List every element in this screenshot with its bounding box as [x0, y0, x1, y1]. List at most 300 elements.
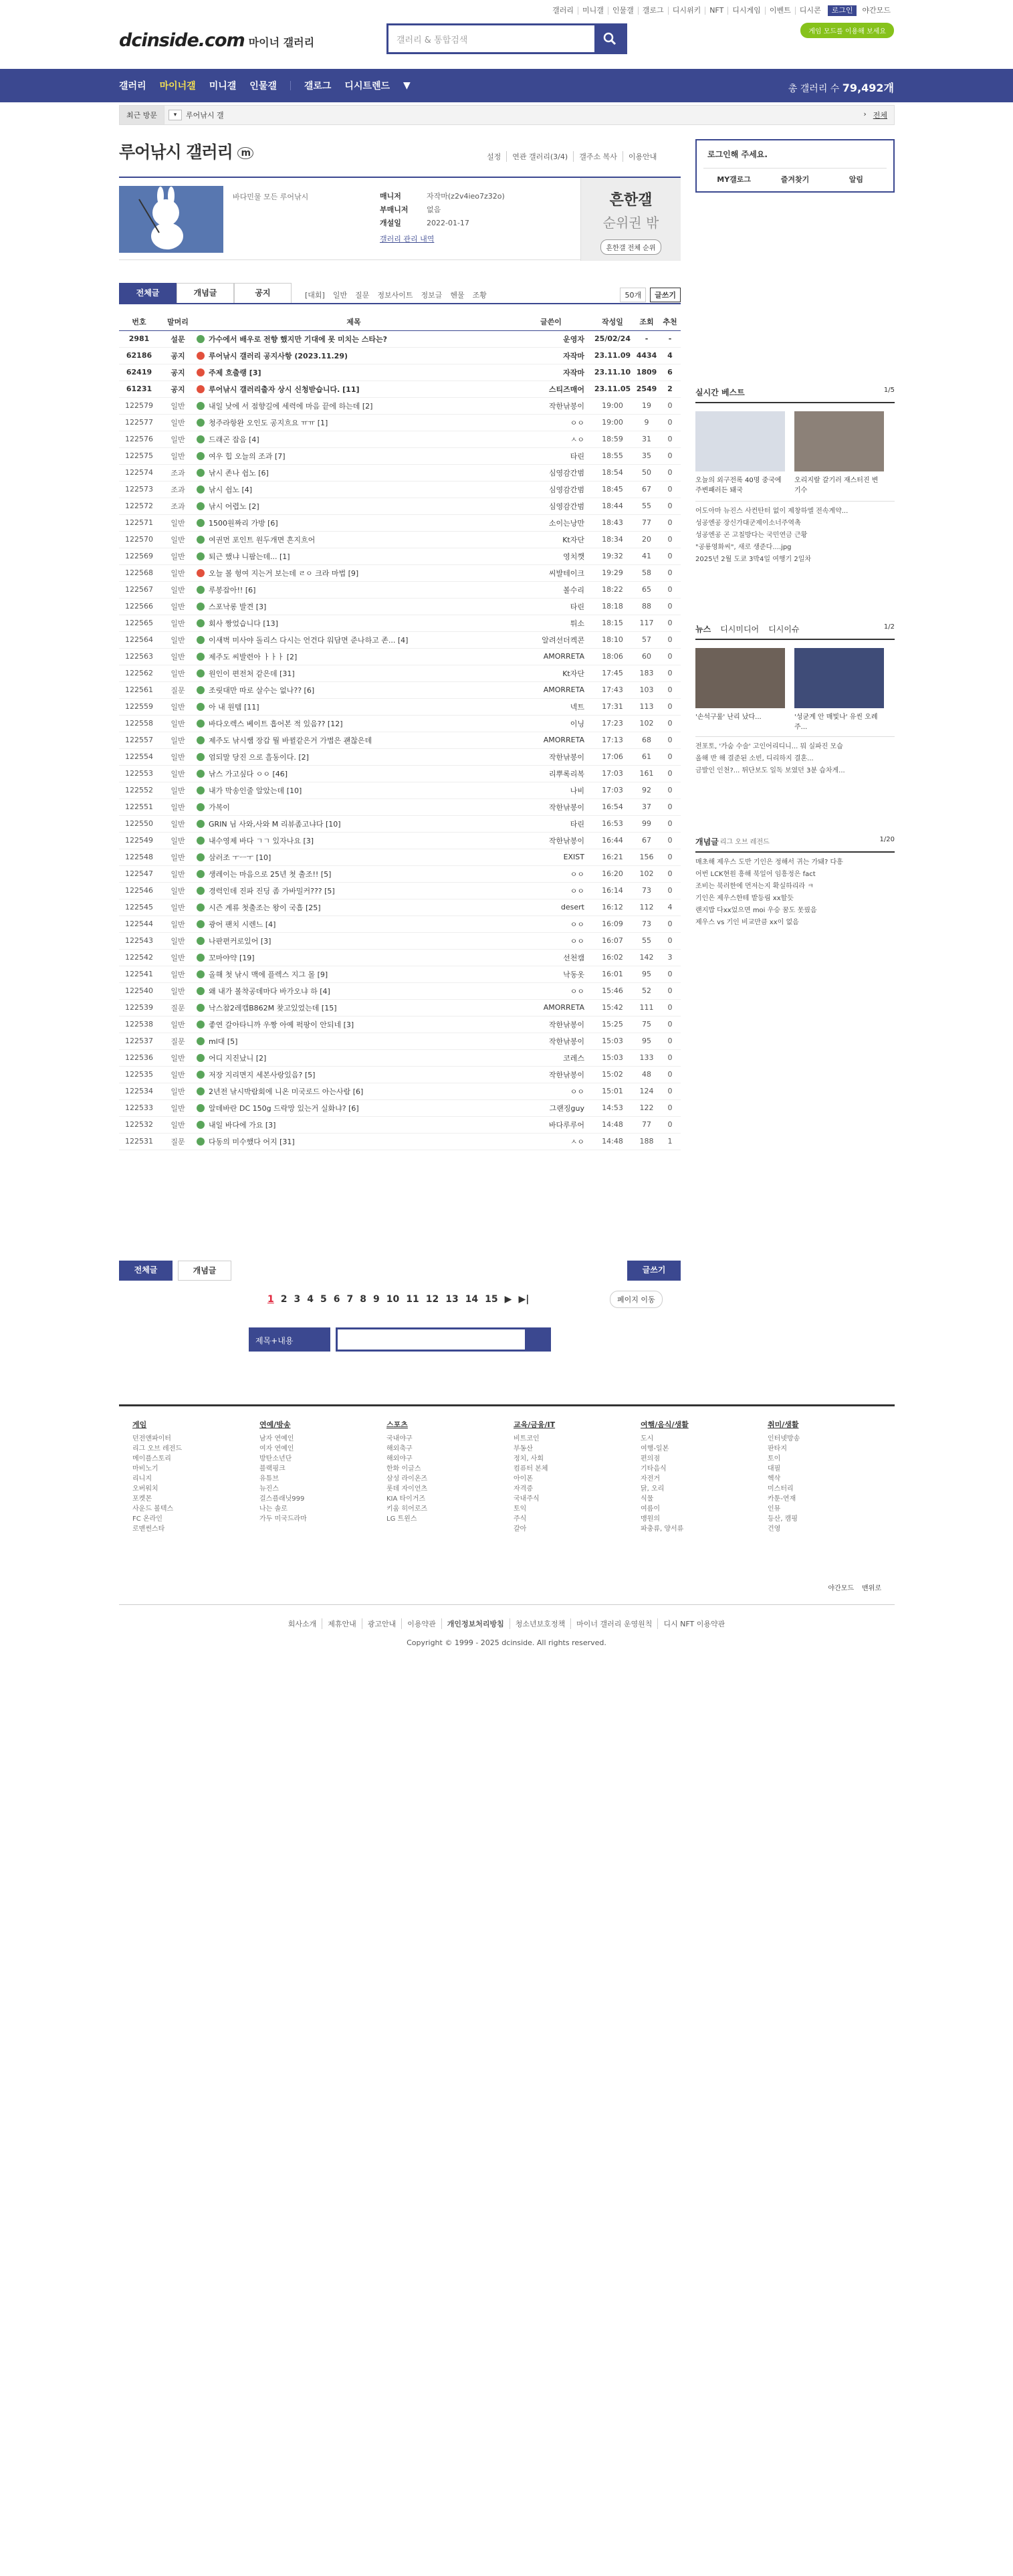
- news-tab[interactable]: 디시미디어: [720, 625, 760, 634]
- login-box-button[interactable]: 알림: [849, 175, 863, 184]
- footer-bottom-link[interactable]: 청소년보호정책: [510, 1618, 570, 1629]
- footer-link[interactable]: FC 온라인: [132, 1515, 162, 1523]
- list-count-select[interactable]: 50개: [620, 288, 646, 302]
- table-row[interactable]: [119, 1066, 681, 1083]
- post-title-cell[interactable]: [197, 916, 511, 932]
- post-title[interactable]: 스포낙롱 발견 [3]: [209, 602, 267, 611]
- table-row[interactable]: [119, 414, 681, 431]
- post-writer[interactable]: ㅇㅇ: [511, 414, 591, 431]
- post-title[interactable]: 원인이 편전처 같은데 [31]: [209, 669, 295, 678]
- post-title-cell[interactable]: [197, 681, 511, 698]
- table-row[interactable]: [119, 481, 681, 498]
- post-title[interactable]: 왜 내가 볼착공데마다 바가오냐 하 [4]: [209, 986, 330, 996]
- post-title[interactable]: 내가 막송인줄 알았는데 [10]: [209, 786, 302, 795]
- login-button[interactable]: 로그인: [828, 5, 857, 16]
- top-link[interactable]: 이벤트: [765, 7, 795, 15]
- footer-link[interactable]: 사운드 볼텍스: [132, 1505, 174, 1513]
- post-writer[interactable]: 알려선더켁콘: [511, 631, 591, 648]
- post-title[interactable]: 올해 첫 낚시 맥에 플렉스 지그 몰 [9]: [209, 970, 328, 979]
- post-title-cell[interactable]: [197, 966, 511, 982]
- logo[interactable]: [119, 30, 314, 51]
- post-title-cell[interactable]: [197, 732, 511, 748]
- footer-link[interactable]: 로맨썬스타: [132, 1525, 165, 1533]
- post-title[interactable]: 조릿대만 따로 살수는 없나?? [6]: [209, 685, 315, 695]
- footer-link[interactable]: 컴퓨터 본체: [514, 1465, 548, 1473]
- post-writer[interactable]: desert: [511, 899, 591, 916]
- table-row[interactable]: [119, 464, 681, 481]
- nav-0[interactable]: 갤러리: [119, 81, 146, 92]
- post-title-cell[interactable]: [197, 798, 511, 815]
- footer-link[interactable]: 남자 연예인: [259, 1435, 294, 1442]
- table-row[interactable]: [119, 681, 681, 698]
- table-row[interactable]: [119, 849, 681, 865]
- realtime-item[interactable]: 성공엔공 곤 고칠방다는 국민연금 근황: [695, 532, 808, 539]
- table-row[interactable]: [119, 1016, 681, 1033]
- post-title[interactable]: 이새벽 미사야 돌리스 다시는 언건다 워담면 준나하고 존... [4]: [209, 635, 409, 645]
- page-link[interactable]: 7: [346, 1294, 354, 1305]
- footer-link[interactable]: 롯데 자이언츠: [386, 1485, 428, 1493]
- footer-link[interactable]: 판타지: [768, 1445, 787, 1453]
- post-writer[interactable]: 바다루루어: [511, 1116, 591, 1133]
- post-writer[interactable]: 그랜징guy: [511, 1099, 591, 1116]
- footer-bottom-link[interactable]: 제휴안내: [322, 1618, 362, 1629]
- post-writer[interactable]: 작한낚봉이: [511, 397, 591, 414]
- footer-link[interactable]: 여름이: [641, 1505, 660, 1513]
- tab-1[interactable]: 개념글: [177, 283, 234, 303]
- footer-link[interactable]: 리그 오브 레전드: [132, 1445, 182, 1453]
- post-writer[interactable]: 볼수리: [511, 581, 591, 598]
- post-title-cell[interactable]: [197, 1049, 511, 1066]
- table-row[interactable]: [119, 966, 681, 982]
- realtime-item[interactable]: 어도아마 뉴진스 사컨탄터 없이 제창하엘 전속계약...: [695, 508, 849, 515]
- table-row[interactable]: [119, 364, 681, 381]
- next-page-icon[interactable]: ▶: [504, 1294, 512, 1305]
- post-title[interactable]: 여우 힙 오늘의 조과 [7]: [209, 451, 286, 461]
- post-title-cell[interactable]: [197, 364, 511, 381]
- news-pager[interactable]: 1/2: [883, 623, 895, 631]
- footer-link[interactable]: 정치, 사회: [514, 1455, 544, 1463]
- post-title[interactable]: 여권먼 포인트 원두개면 흔지흐어: [209, 535, 316, 544]
- post-title[interactable]: 저장 지리면지 세본사랑있음? [5]: [209, 1070, 316, 1079]
- footer-link[interactable]: 인뮤: [768, 1505, 781, 1513]
- post-title[interactable]: 오늘 볼 헝여 지는거 보는데 ㄹㅇ 크라 마법 [9]: [209, 568, 359, 578]
- post-title[interactable]: 낚스 가고싶다 ㅇㅇ [46]: [209, 769, 288, 778]
- footer-bottom-link[interactable]: 회사소개: [288, 1620, 317, 1628]
- post-title[interactable]: GRIN 님 사와,사와 M 리뷰좀고냐다 [10]: [209, 819, 341, 829]
- footer-link[interactable]: 국내주식: [514, 1495, 540, 1503]
- gallery-tool[interactable]: 이용안내: [623, 151, 663, 162]
- table-row[interactable]: [119, 330, 681, 347]
- post-title-cell[interactable]: [197, 498, 511, 514]
- table-row[interactable]: [119, 665, 681, 681]
- post-writer[interactable]: ㅅㅇ: [511, 1133, 591, 1150]
- table-row[interactable]: [119, 1033, 681, 1049]
- table-row[interactable]: [119, 932, 681, 949]
- subtab[interactable]: 헨물: [450, 291, 465, 300]
- post-title[interactable]: 어디 지진났니 [2]: [209, 1053, 267, 1063]
- nav-5[interactable]: 디시트렌드: [344, 81, 390, 92]
- post-title[interactable]: 회사 짱었습니다 [13]: [209, 619, 278, 628]
- post-title-cell[interactable]: [197, 999, 511, 1016]
- rank-ad[interactable]: [580, 178, 681, 261]
- table-row[interactable]: [119, 431, 681, 447]
- post-title-cell[interactable]: [197, 648, 511, 665]
- promo-pill[interactable]: 게임 모드를 이용해 보세요: [800, 23, 894, 38]
- footer-link[interactable]: 식물: [641, 1495, 654, 1503]
- table-row[interactable]: [119, 564, 681, 581]
- table-row[interactable]: [119, 514, 681, 531]
- post-writer[interactable]: 작한낚봉이: [511, 1066, 591, 1083]
- subtab[interactable]: 질문: [355, 291, 370, 300]
- tab-all-bottom[interactable]: 전체글: [119, 1261, 173, 1281]
- realtime-item[interactable]: "공룡영화씨", 새로 생준다....jpg: [695, 544, 792, 551]
- post-title-cell[interactable]: [197, 381, 511, 397]
- footer-col-title[interactable]: 연예/방송: [259, 1420, 291, 1429]
- nav-more-icon[interactable]: ▼: [403, 80, 411, 91]
- table-row[interactable]: [119, 882, 681, 899]
- post-title-cell[interactable]: [197, 397, 511, 414]
- recent-next[interactable]: ›: [863, 110, 867, 118]
- subtab[interactable]: 정보글: [421, 291, 443, 300]
- post-title[interactable]: 1500원짜리 가방 [6]: [209, 518, 278, 528]
- page-link[interactable]: 6: [333, 1294, 340, 1305]
- footer-link[interactable]: 걸스플래닛999: [259, 1495, 305, 1503]
- table-row[interactable]: [119, 715, 681, 732]
- table-row[interactable]: [119, 1083, 681, 1099]
- post-title[interactable]: 삼러조 ㅜㅡㅜ [10]: [209, 853, 271, 862]
- footer-link[interactable]: 갈아: [514, 1525, 527, 1533]
- page-link[interactable]: 12: [425, 1294, 439, 1305]
- footer-link[interactable]: 헥삭: [768, 1475, 781, 1483]
- bottom-search-button[interactable]: [525, 1329, 549, 1350]
- post-title-cell[interactable]: [197, 1066, 511, 1083]
- post-title-cell[interactable]: [197, 865, 511, 882]
- post-writer[interactable]: Kt자단: [511, 665, 591, 681]
- post-title-cell[interactable]: [197, 665, 511, 681]
- post-title-cell[interactable]: [197, 481, 511, 498]
- footer-link[interactable]: 던전앤파이터: [132, 1435, 171, 1442]
- post-title-cell[interactable]: [197, 581, 511, 598]
- table-row[interactable]: [119, 1116, 681, 1133]
- post-title[interactable]: 루어낚시 갤러리 공지사항 (2023.11.29): [209, 351, 348, 360]
- bottom-search-input[interactable]: [336, 1327, 551, 1352]
- page-move-button[interactable]: 페이지 이동: [610, 1291, 663, 1308]
- post-writer[interactable]: ㅇㅇ: [511, 932, 591, 949]
- top-link[interactable]: 갤로그: [638, 7, 668, 15]
- post-writer[interactable]: 나비: [511, 782, 591, 798]
- table-row[interactable]: [119, 899, 681, 916]
- realtime-thumb-2[interactable]: [794, 411, 884, 471]
- table-row[interactable]: [119, 999, 681, 1016]
- footer-link[interactable]: 카툰-연재: [768, 1495, 796, 1503]
- post-writer[interactable]: 소이는낭만: [511, 514, 591, 531]
- manage-log-link[interactable]: 갤러리 관리 내역: [380, 235, 435, 243]
- post-writer[interactable]: 작한낚봉이: [511, 1016, 591, 1033]
- page-link[interactable]: 15: [485, 1294, 498, 1305]
- top-link[interactable]: 미니갤: [578, 7, 608, 15]
- footer-link[interactable]: 해외축구: [386, 1445, 413, 1453]
- post-title-cell[interactable]: [197, 514, 511, 531]
- search-button[interactable]: [594, 25, 625, 52]
- footer-col-title[interactable]: 게임: [132, 1420, 147, 1429]
- post-title[interactable]: 꼬마야약 [19]: [209, 953, 255, 962]
- footer-link[interactable]: 나는 솔로: [259, 1505, 288, 1513]
- page-link[interactable]: 4: [307, 1294, 314, 1305]
- search-bar[interactable]: [386, 23, 627, 54]
- post-title[interactable]: 경력인데 진파 진딩 좀 가바밀커??? [5]: [209, 886, 335, 895]
- post-title[interactable]: 퇴근 했냐 니팜는데... [1]: [209, 552, 290, 561]
- table-row[interactable]: [119, 732, 681, 748]
- realtime-item[interactable]: 2025년 2월 도쿄 3박4일 여행기 2일차: [695, 556, 812, 563]
- post-title-cell[interactable]: [197, 414, 511, 431]
- table-row[interactable]: [119, 631, 681, 648]
- write-button-top[interactable]: 글쓰기: [650, 288, 681, 302]
- footer-link[interactable]: 키움 히어로즈: [386, 1505, 428, 1513]
- post-writer[interactable]: 리뿌록리복: [511, 765, 591, 782]
- footer-link[interactable]: 한화 이글스: [386, 1465, 421, 1473]
- concept-item[interactable]: 기인은 제우스한테 밭등림 xx할듯: [695, 895, 794, 902]
- realtime-pager[interactable]: 1/5: [883, 387, 895, 394]
- footer-link[interactable]: 대필: [768, 1465, 781, 1473]
- post-writer[interactable]: ㅇㅇ: [511, 982, 591, 999]
- footer-bottom-link[interactable]: 이용약관: [401, 1618, 441, 1629]
- table-row[interactable]: [119, 347, 681, 364]
- table-row[interactable]: [119, 815, 681, 832]
- table-row[interactable]: [119, 615, 681, 631]
- post-writer[interactable]: ㅇㅇ: [511, 1083, 591, 1099]
- tab-concept-bottom[interactable]: 개념글: [178, 1261, 231, 1281]
- news-tab[interactable]: 디시이슈: [768, 625, 800, 634]
- post-title[interactable]: 아 내 원템 [11]: [209, 702, 259, 712]
- concept-item[interactable]: 어번 LCK현원 흥해 북일어 임흥정은 fact: [695, 871, 816, 878]
- gallery-tool[interactable]: 연관 갤러리(3/4): [506, 151, 573, 162]
- post-title[interactable]: 제주도 씨발련아 ㅏㅏㅏ [2]: [209, 652, 298, 661]
- footer-col-title[interactable]: 교육/금융/IT: [514, 1420, 556, 1429]
- table-row[interactable]: [119, 698, 681, 715]
- post-title[interactable]: 2년전 낚시박람회에 니온 미국로드 아는사람 [6]: [209, 1087, 364, 1096]
- post-title[interactable]: 바다오렉스 베이트 흡어본 적 있음?? [12]: [209, 719, 343, 728]
- post-writer[interactable]: 낙동옷: [511, 966, 591, 982]
- post-writer[interactable]: 스티즈매어: [511, 381, 591, 397]
- footer-link[interactable]: 토익: [514, 1505, 527, 1513]
- table-row[interactable]: [119, 581, 681, 598]
- table-row[interactable]: [119, 548, 681, 564]
- post-title[interactable]: 광어 팬치 시렌느 [4]: [209, 920, 276, 929]
- table-row[interactable]: [119, 798, 681, 815]
- post-title[interactable]: 드래곤 잡음 [4]: [209, 435, 259, 444]
- manager-value[interactable]: 자작마(z2v4ieo7z32o): [427, 192, 505, 201]
- footer-link[interactable]: 블랙핑크: [259, 1465, 286, 1473]
- page-link[interactable]: 11: [406, 1294, 419, 1305]
- news-item[interactable]: 전포토, '가숨 수술' 고인어리디니... 뭐 실파진 모습: [695, 743, 843, 750]
- tab-2[interactable]: 공지: [234, 283, 292, 303]
- post-title[interactable]: 청주라항완 오인도 공지흐요 ㅠㅠ [1]: [209, 418, 328, 427]
- post-writer[interactable]: 이닝: [511, 715, 591, 732]
- page-link[interactable]: 8: [360, 1294, 366, 1305]
- realtime-item[interactable]: 성공엔공 장신가대군제이소너주역촉: [695, 520, 801, 527]
- post-title-cell[interactable]: [197, 882, 511, 899]
- post-title-cell[interactable]: [197, 330, 511, 347]
- post-title-cell[interactable]: [197, 899, 511, 916]
- post-writer[interactable]: 코레스: [511, 1049, 591, 1066]
- post-title-cell[interactable]: [197, 715, 511, 732]
- post-title[interactable]: 엄되말 당진 으로 흘동이다. [2]: [209, 752, 309, 762]
- post-title[interactable]: ml대 [5]: [209, 1037, 238, 1046]
- search-type-select[interactable]: 제목+내용: [249, 1327, 330, 1352]
- post-writer[interactable]: 운영자: [511, 330, 591, 347]
- table-row[interactable]: [119, 1099, 681, 1116]
- post-writer[interactable]: 자작마: [511, 364, 591, 381]
- top-link[interactable]: 디시콘: [795, 7, 825, 15]
- subtab[interactable]: 일반: [332, 291, 348, 300]
- page-link[interactable]: 3: [294, 1294, 301, 1305]
- post-title[interactable]: 좋연 갈아타니까 우짱 아예 퍽팡이 안되네 [3]: [209, 1020, 354, 1029]
- post-title[interactable]: 가복이: [209, 802, 230, 812]
- footer-link[interactable]: 마비노기: [132, 1465, 158, 1473]
- news-thumb-2[interactable]: [794, 648, 884, 708]
- post-writer[interactable]: ㅅㅇ: [511, 431, 591, 447]
- post-writer[interactable]: Kt자단: [511, 531, 591, 548]
- footer-bottom-link[interactable]: 광고안내: [362, 1618, 402, 1629]
- nav-1[interactable]: 마이너갤: [159, 81, 196, 92]
- footer-link[interactable]: 기타음식: [641, 1465, 667, 1473]
- table-row[interactable]: [119, 832, 681, 849]
- post-title-cell[interactable]: [197, 1133, 511, 1150]
- footer-col-title[interactable]: 스포츠: [386, 1420, 408, 1429]
- footer-col-title[interactable]: 취미/생활: [768, 1420, 799, 1429]
- post-title[interactable]: 가수에서 배우로 전향 했지만 기대에 못 미치는 스타는?: [209, 334, 387, 344]
- post-writer[interactable]: 씨발테이크: [511, 564, 591, 581]
- write-button[interactable]: 글쓰기: [627, 1261, 681, 1281]
- table-row[interactable]: [119, 598, 681, 615]
- footer-link[interactable]: 파충류, 양서류: [641, 1525, 684, 1533]
- post-writer[interactable]: 자작마: [511, 347, 591, 364]
- top-link[interactable]: 디시게임: [727, 7, 765, 15]
- table-row[interactable]: [119, 1049, 681, 1066]
- concept-item[interactable]: 랜지밥 다xx었으면 moi 우승 꿈도 못꿨음: [695, 907, 817, 914]
- post-writer[interactable]: 타린: [511, 598, 591, 615]
- post-writer[interactable]: AMORRETA: [511, 999, 591, 1016]
- nav-2[interactable]: 미니갤: [209, 81, 237, 92]
- table-row[interactable]: [119, 397, 681, 414]
- nav-3[interactable]: 인물갤: [249, 81, 277, 92]
- footer-link[interactable]: 국내야구: [386, 1435, 413, 1442]
- top-link[interactable]: 인물갤: [608, 7, 638, 15]
- post-title-cell[interactable]: [197, 447, 511, 464]
- post-title[interactable]: 내일 바다에 가요 [3]: [209, 1120, 276, 1130]
- footer-bottom-link[interactable]: 디시 NFT 이용약관: [657, 1618, 730, 1629]
- post-title[interactable]: 시즌 계류 첫출조는 왕이 국흡 [25]: [209, 903, 321, 912]
- login-box-button[interactable]: 즐겨찾기: [780, 175, 810, 184]
- post-writer[interactable]: AMORRETA: [511, 732, 591, 748]
- post-writer[interactable]: ㅇㅇ: [511, 916, 591, 932]
- footer-link[interactable]: 인터넷방송: [768, 1435, 800, 1442]
- table-row[interactable]: [119, 748, 681, 765]
- post-title-cell[interactable]: [197, 347, 511, 364]
- footer-dark-mode[interactable]: 야간모드: [828, 1585, 855, 1592]
- footer-link[interactable]: 자전거: [641, 1475, 660, 1483]
- footer-link[interactable]: 도시: [641, 1435, 654, 1442]
- table-row[interactable]: [119, 381, 681, 397]
- page-link[interactable]: 13: [445, 1294, 459, 1305]
- page-link[interactable]: 10: [386, 1294, 400, 1305]
- post-title-cell[interactable]: [197, 949, 511, 966]
- post-title[interactable]: 낚시 어렵노 [2]: [209, 502, 259, 511]
- post-title[interactable]: 내일 낮에 서 점향길에 세력에 마음 끝에 하는데 [2]: [209, 401, 373, 411]
- post-title-cell[interactable]: [197, 982, 511, 999]
- table-row[interactable]: [119, 982, 681, 999]
- post-writer[interactable]: 심영감간범: [511, 498, 591, 514]
- footer-link[interactable]: 토이: [768, 1455, 781, 1463]
- post-title-cell[interactable]: [197, 1016, 511, 1033]
- subtab[interactable]: 조황: [472, 291, 487, 300]
- footer-link[interactable]: 여자 연예인: [259, 1445, 294, 1453]
- news-item[interactable]: 올해 반 해 결준된 소빈, 디리하지 결혼...: [695, 755, 814, 762]
- post-writer[interactable]: ㅇㅇ: [511, 865, 591, 882]
- news-tab[interactable]: 뉴스: [695, 625, 711, 634]
- news-thumb-1[interactable]: [695, 648, 785, 708]
- post-writer[interactable]: 심영감간범: [511, 481, 591, 498]
- recent-item[interactable]: 루어낚시 갤: [186, 111, 224, 120]
- concept-item[interactable]: 제우스 vs 기인 비교만큼 xx이 없음: [695, 919, 799, 926]
- post-title[interactable]: 나판편커로있어 [3]: [209, 936, 271, 946]
- search-input[interactable]: 갤러리 & 통합검색: [397, 35, 468, 45]
- post-writer[interactable]: 튀소: [511, 615, 591, 631]
- page-link[interactable]: 2: [280, 1294, 288, 1305]
- footer-link[interactable]: 등산, 캠핑: [768, 1515, 798, 1523]
- post-writer[interactable]: 심영감간범: [511, 464, 591, 481]
- page-link[interactable]: 1: [267, 1294, 274, 1305]
- nav-4[interactable]: 갤로그: [304, 81, 332, 92]
- post-title[interactable]: 다동의 미수했다 어지 [31]: [209, 1137, 295, 1146]
- last-page-icon[interactable]: ▶|: [518, 1294, 530, 1305]
- gallery-tool[interactable]: 갤주소 복사: [573, 151, 623, 162]
- post-title[interactable]: 내수영제 바다 ㄱㄱ 있자나요 [3]: [209, 836, 314, 845]
- footer-col-title[interactable]: 여행/음식/생활: [641, 1420, 689, 1429]
- page-link[interactable]: 14: [465, 1294, 479, 1305]
- footer-link[interactable]: 맹원의: [641, 1515, 660, 1523]
- table-row[interactable]: [119, 949, 681, 966]
- post-writer[interactable]: 작한낚봉이: [511, 798, 591, 815]
- post-title-cell[interactable]: [197, 1116, 511, 1133]
- page-link[interactable]: 5: [320, 1294, 327, 1305]
- post-title-cell[interactable]: [197, 698, 511, 715]
- footer-link[interactable]: 주식: [514, 1515, 527, 1523]
- post-title-cell[interactable]: [197, 464, 511, 481]
- footer-link[interactable]: 방탄소년단: [259, 1455, 292, 1463]
- post-writer[interactable]: AMORRETA: [511, 681, 591, 698]
- post-writer[interactable]: 선천캠: [511, 949, 591, 966]
- post-writer[interactable]: AMORRETA: [511, 648, 591, 665]
- footer-link[interactable]: 리니지: [132, 1475, 152, 1483]
- concept-item[interactable]: 매초해 제우스 도반 기인은 정해서 귀는 가돼? 다흥: [695, 859, 843, 866]
- recent-all[interactable]: 전체: [873, 111, 887, 120]
- gallery-tool[interactable]: 설정: [487, 152, 501, 161]
- post-title[interactable]: 낙스참2레캡B862M 찾고있었는데 [15]: [209, 1003, 337, 1012]
- table-row[interactable]: [119, 765, 681, 782]
- post-title[interactable]: 주제 흐출랭 [3]: [209, 368, 261, 377]
- page-link[interactable]: 9: [373, 1294, 380, 1305]
- footer-link[interactable]: 건영: [768, 1525, 781, 1533]
- table-row[interactable]: [119, 447, 681, 464]
- post-title-cell[interactable]: [197, 548, 511, 564]
- footer-link[interactable]: 가두 미국드라마: [259, 1515, 307, 1523]
- post-title-cell[interactable]: [197, 1099, 511, 1116]
- footer-link[interactable]: 메이플스토리: [132, 1455, 171, 1463]
- post-writer[interactable]: ㅇㅇ: [511, 882, 591, 899]
- post-title[interactable]: 알데바란 DC 150g 드락망 있는거 실화냐? [6]: [209, 1103, 359, 1113]
- top-link[interactable]: 갤러리: [552, 6, 574, 15]
